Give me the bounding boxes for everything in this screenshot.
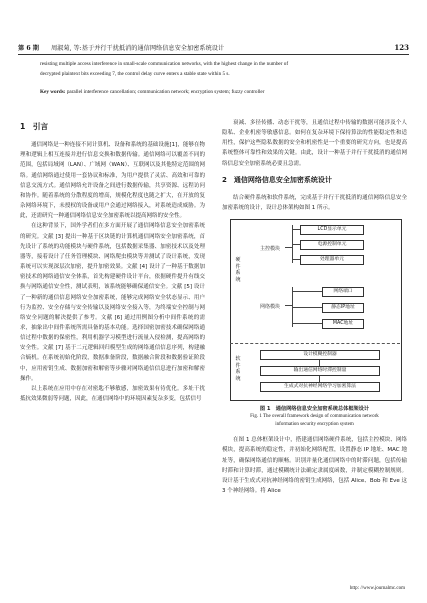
right-column: [222, 118, 407, 496]
page-number: 123: [394, 42, 409, 52]
right-paragraph-1: 衰减、多径传播、动态干扰等，且通信过程中传输的数据可能涉及个人隐私、企业机密等敏感信息。如何在复杂环境下保持算法的性能稳定性和适用性，保护这些隐私数据的安全和机密性是一个重要的研究方向，也是提高系统整体可靠性和效果的关键。由此，设计一种基于并行干扰抵消的通信网络信息安全加密系统必要且急需。: [222, 120, 407, 167]
left-column: [20, 118, 205, 404]
network-module: 网络模块: [260, 304, 281, 311]
mac-address: MAC地址: [322, 319, 364, 329]
main-branch-3: [292, 259, 300, 260]
framework-diagram: [230, 219, 402, 401]
main-control-module: 主控模块: [260, 246, 281, 253]
figure-caption-en-1: Fig. 1 The overall framework design of communication network: [250, 414, 379, 420]
fuzzy-controller-box: 设计模糊控制器: [260, 350, 380, 360]
net-stub: [285, 305, 292, 306]
net-branch-1: [292, 291, 322, 292]
intro-paragraph-1: 通信网络是一种连接不同计算机、设备和系统的基础设施[1]，能够在物理和逻辑上相互连接并进行信息交换和数据传输。通信网络可以覆盖不同的范围，包括局域网（LAN）、广域网（WAN）、互联网以及其他特定范围的网络。通信网络通过使用一套协议和标准，为用户提供了灵活、高效和可靠的信息交流方式。通信网络允许设备之间进行数据传输，共享资源、远程访问和协作。随着系统的分散程度的增高，规模化程度也随之扩大，在开放的复杂网络环境下，未授权的设备或用户会通过网络接入，对系统造成威胁。为此，还需研究一种通信网络信息安全加密系统以提高网络的安全性。: [20, 142, 205, 220]
figure-caption-en-2: information security encryption system: [275, 422, 354, 428]
net-branch-2: [292, 307, 322, 308]
header-divider: [18, 54, 409, 55]
figure-caption-cn: 图 1 通信网络信息安全加密系统总体框架设计: [259, 406, 370, 413]
intro-paragraph-2: 在这种背景下，国外学者们在多方面开展了通信网络信息安全加密系统的研究。文献 [3] 提出一种基于区块链的计算机通信网络安全加密系统，首先设计了系统的功能模块与硬件系统，包括数据采集器、加密技术以及处理器等，接着设计了任务管理模块、网络爬虫模块等并测试了设计系统，发现系统可以实现深层次加密，提升加密效果。文献 [4] 设计了一种基于数据加密技术的网络通信安全体系，首先构建硬件设计平台，依据硬件提升有线交换与网络通信安全性，测试表明，该系统能够确保通信安全。文献 [5] 设计了一种新的通信信息网络安全加密系统，能够完成网络安全状态显示、用户行为监控、安全存储与安全传输以及网络安全接入等，为终端安全控制与网络安全问题的解决提供了参考。文献 [6] 通过用例图分析中间件系统的需求，抽象出中间件系统所需具备的基本功能。选择国密加密技术确保网络通信过程中数据的保密性，利用机器学习模型进行流量入侵检测，提高网络的安全性。文献 [7] 基于二元逻辑回归模型生成的网络通信信息序列，构建融合熵机。在系统初始化阶段，数据准备阶段，数据融合阶段和数据验证阶段中，应用密钥生成、数据加密和解密等步骤对网络通信信息进行加密和解密操作。: [20, 223, 205, 382]
main-branch-2: [292, 244, 300, 245]
main-branch-1: [292, 229, 300, 230]
section-2-title: 2 通信网络信息安全加密系统设计: [222, 175, 332, 184]
processor-unit: 处理器单元: [300, 255, 364, 265]
running-header: [18, 42, 409, 52]
section-1-title: 1 引言: [20, 122, 49, 131]
design-paragraph: 结合硬件系统和软件系统，完成基于并行干扰抵消的通信网络信息安全加密系统的设计，设计总体架构如图 1 所示。: [222, 194, 407, 212]
keywords-label: Key words:: [40, 89, 66, 95]
power-control-unit: 电源控制单元: [300, 240, 364, 250]
abstract-tail: [40, 59, 399, 79]
static-ip-address: 静态IP地址: [322, 303, 364, 313]
gan-encryption-box: 生成式对抗神经网络学习加密算法: [260, 382, 380, 392]
delay-control-box: 输出通信网络时滞控制量: [260, 366, 380, 376]
net-branch-3: [292, 323, 322, 324]
running-title: 周淑菊, 等:基于并行干扰抵消的通信网络信息安全加密系统设计: [51, 44, 225, 52]
issue-number: 第 6 期: [18, 44, 39, 52]
software-system-label: 软件系统: [235, 356, 241, 382]
abstract-line-1: resisting multiple access interference in small-scale communication networks, with the highest change in the number of: [40, 61, 289, 67]
intro-paragraph-3: 以上系统在应用中存在对密匙不够敏感，加密效果有待优化。多址干扰抵抗效果微弱等问题，因此，在通信网络中的环境因素复杂多变，包括信号: [20, 385, 205, 403]
framework-paragraph: 在图 1 总体框架设计中，搭建通信网络硬件系统，包括主控模块、网络模块，提高系统的稳定性，并初始化网络配置，设置静态 IP 地址、MAC 地址等，确保网络通信的顺畅。识别并量化通信网络中的时滞问题，包括传输时滞和计算时滞，通过模糊统计法确定隶属度函数，并制定模糊控制规则。设计基于生成式对抗神经网络的密钥生成网络，包括 Alice、Bob 和 Eve 这 3 个神经网络。将 Alice: [222, 437, 407, 495]
lcd-display-unit: LCD显示单元: [300, 225, 364, 235]
main-stub: [285, 247, 292, 248]
network-port: 网络端口: [322, 287, 364, 297]
keywords-text: parallel interference cancellation; communication network; encryption system; fuzzy controller: [66, 89, 265, 95]
abstract-line-2: decrypted plaintext bits exceeding 7, the control delay curve enters a stable state within 5 s.: [40, 71, 230, 78]
hw-sw-divider: [230, 343, 400, 344]
hardware-system-label: 硬件系统: [235, 257, 241, 283]
keywords: [40, 87, 399, 97]
journal-url: http: //www.journalmc.com: [349, 586, 405, 591]
